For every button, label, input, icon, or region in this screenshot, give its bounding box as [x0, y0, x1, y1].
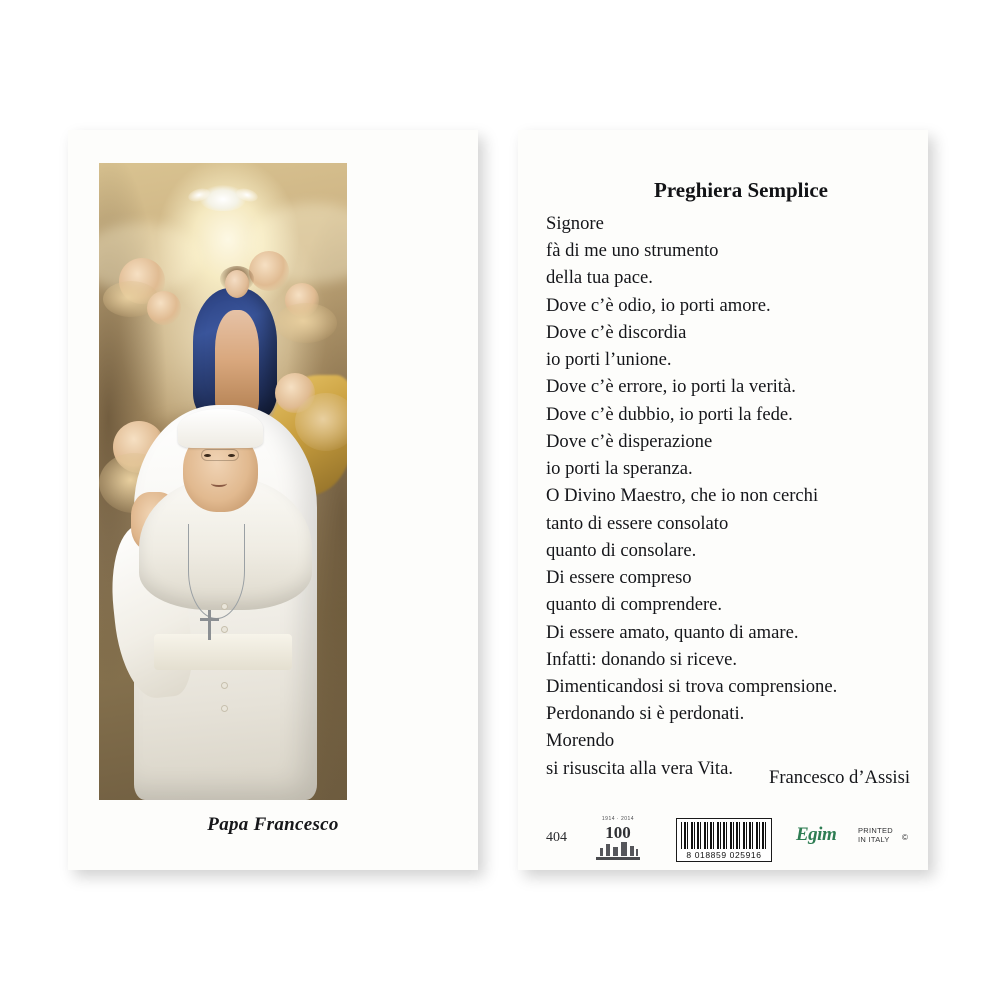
- card-footer: [518, 816, 928, 864]
- pectoral-cross-icon: [208, 610, 211, 640]
- prayer-line: io porti la speranza.: [546, 458, 693, 480]
- prayer-line: Perdonando si è perdonati.: [546, 703, 745, 725]
- barcode-digits: 8 018859 025916: [686, 850, 762, 860]
- prayer-line: Morendo: [546, 730, 615, 752]
- prayer-line: Dimenticandosi si trova comprensione.: [546, 675, 838, 697]
- prayer-line: si risuscita alla vera Vita.: [546, 757, 733, 779]
- holy-card-back: [518, 130, 928, 870]
- pope-francis-photo: [99, 163, 347, 800]
- printed-line-1: PRINTED: [858, 826, 894, 835]
- pectoral-cross-chain: [188, 524, 245, 620]
- prayer-attribution: Francesco d’Assisi: [769, 767, 910, 788]
- anniversary-logo-icon: [594, 816, 642, 860]
- front-caption: Papa Francesco: [207, 814, 339, 835]
- prayer-line: della tua pace.: [546, 267, 653, 289]
- madonna-tunic: [215, 310, 259, 420]
- brand-name: Egim: [796, 824, 837, 845]
- skyline-icon: [598, 842, 638, 856]
- printed-in-italy-text: [858, 826, 893, 845]
- barcode-bars-icon: [681, 822, 767, 849]
- prayer-line: tanto di essere consolato: [546, 512, 729, 534]
- prayer-line: quanto di consolare.: [546, 539, 697, 561]
- smiling-mouth: [211, 480, 227, 487]
- printed-line-2: IN ITALY: [858, 835, 890, 845]
- holy-spirit-dove-icon: [200, 185, 246, 211]
- white-zucchetto: [178, 409, 262, 448]
- cassock-button: [221, 626, 228, 633]
- prayer-line: fà di me uno strumento: [546, 240, 719, 262]
- prayer-text: [546, 210, 914, 782]
- cassock-button: [221, 682, 228, 689]
- prayer-line: O Divino Maestro, che io non cerchi: [546, 485, 819, 507]
- publisher-brand: [796, 822, 916, 856]
- prayer-line: quanto di comprendere.: [546, 594, 723, 616]
- angel-figure: [147, 291, 181, 325]
- prayer-line: Dove c’è discordia: [546, 321, 687, 343]
- pope-francis-figure: [99, 405, 347, 800]
- logo-baseline: [596, 857, 640, 860]
- cassock-button: [221, 705, 228, 712]
- prayer-line: Signore: [546, 213, 604, 234]
- prayer-line: Dove c’è odio, io porti amore.: [546, 294, 771, 316]
- papal-sash: [154, 634, 293, 670]
- prayer-line: Dove c’è dubbio, io porti la fede.: [546, 403, 793, 425]
- anniversary-years: 1914 · 2014: [601, 816, 635, 822]
- barcode: [676, 818, 772, 862]
- copyright-icon: ©: [902, 833, 908, 842]
- prayer-line: Infatti: donando si riceve.: [546, 648, 738, 670]
- prayer-line: io porti l’unione.: [546, 349, 672, 371]
- prayer-line: Dove c’è errore, io porti la verità.: [546, 376, 796, 398]
- anniversary-number: 100: [605, 823, 631, 842]
- brand-logo: [796, 824, 836, 846]
- prayer-line: Dove c’è disperazione: [546, 430, 713, 452]
- prayer-line: Di essere amato, quanto di amare.: [546, 621, 799, 643]
- item-code: 404: [546, 830, 567, 845]
- prayer-title: Preghiera Semplice: [654, 178, 828, 202]
- prayer-line: Di essere compreso: [546, 567, 692, 589]
- angel-wing: [275, 303, 337, 343]
- holy-card-front: [68, 130, 478, 870]
- madonna-figure: [193, 258, 277, 423]
